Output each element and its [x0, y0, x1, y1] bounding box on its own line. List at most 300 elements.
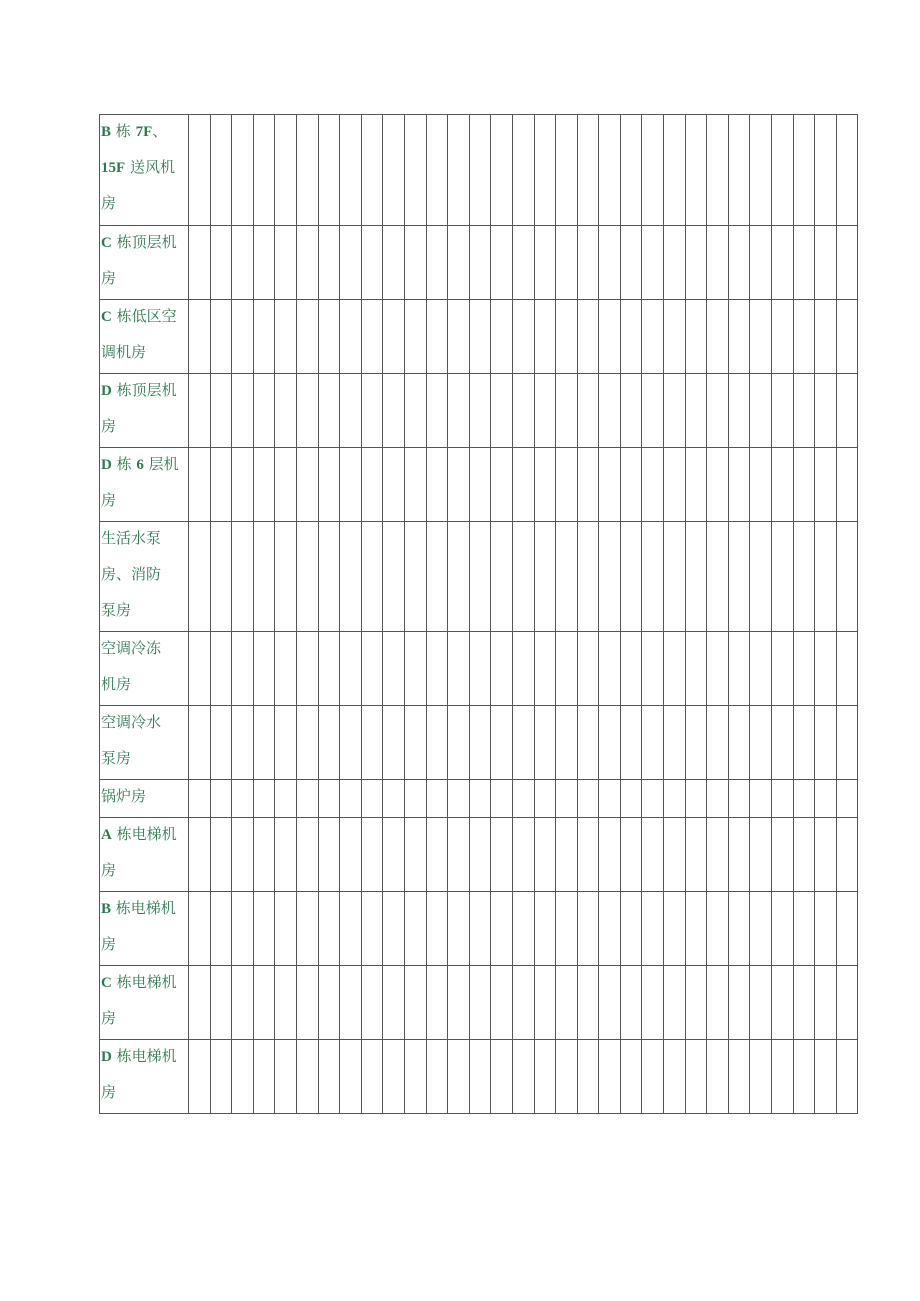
check-cell[interactable] [793, 892, 815, 966]
check-cell[interactable] [836, 780, 858, 818]
check-cell[interactable] [361, 374, 383, 448]
check-cell[interactable] [836, 448, 858, 522]
check-cell[interactable] [577, 374, 599, 448]
check-cell[interactable] [707, 115, 729, 226]
check-cell[interactable] [189, 706, 211, 780]
check-cell[interactable] [232, 892, 254, 966]
check-cell[interactable] [642, 632, 664, 706]
check-cell[interactable] [707, 632, 729, 706]
check-cell[interactable] [556, 374, 578, 448]
check-cell[interactable] [577, 300, 599, 374]
check-cell[interactable] [512, 892, 534, 966]
check-cell[interactable] [253, 374, 275, 448]
check-cell[interactable] [642, 966, 664, 1040]
check-cell[interactable] [210, 374, 232, 448]
check-cell[interactable] [189, 300, 211, 374]
check-cell[interactable] [383, 374, 405, 448]
check-cell[interactable] [599, 300, 621, 374]
check-cell[interactable] [318, 706, 340, 780]
check-cell[interactable] [836, 706, 858, 780]
check-cell[interactable] [318, 1040, 340, 1114]
check-cell[interactable] [340, 1040, 362, 1114]
check-cell[interactable] [404, 448, 426, 522]
check-cell[interactable] [296, 706, 318, 780]
check-cell[interactable] [491, 1040, 513, 1114]
check-cell[interactable] [275, 448, 297, 522]
check-cell[interactable] [815, 892, 837, 966]
check-cell[interactable] [491, 448, 513, 522]
check-cell[interactable] [340, 966, 362, 1040]
check-cell[interactable] [210, 226, 232, 300]
check-cell[interactable] [404, 300, 426, 374]
check-cell[interactable] [318, 780, 340, 818]
check-cell[interactable] [448, 780, 470, 818]
check-cell[interactable] [383, 632, 405, 706]
check-cell[interactable] [707, 226, 729, 300]
check-cell[interactable] [404, 522, 426, 632]
check-cell[interactable] [210, 115, 232, 226]
check-cell[interactable] [707, 706, 729, 780]
check-cell[interactable] [383, 966, 405, 1040]
check-cell[interactable] [728, 448, 750, 522]
check-cell[interactable] [426, 226, 448, 300]
check-cell[interactable] [577, 632, 599, 706]
check-cell[interactable] [232, 632, 254, 706]
check-cell[interactable] [361, 818, 383, 892]
check-cell[interactable] [469, 374, 491, 448]
check-cell[interactable] [664, 1040, 686, 1114]
check-cell[interactable] [318, 115, 340, 226]
check-cell[interactable] [383, 780, 405, 818]
check-cell[interactable] [340, 300, 362, 374]
check-cell[interactable] [383, 892, 405, 966]
check-cell[interactable] [189, 1040, 211, 1114]
check-cell[interactable] [599, 818, 621, 892]
check-cell[interactable] [620, 892, 642, 966]
check-cell[interactable] [340, 522, 362, 632]
check-cell[interactable] [556, 780, 578, 818]
check-cell[interactable] [361, 1040, 383, 1114]
check-cell[interactable] [426, 115, 448, 226]
check-cell[interactable] [772, 632, 794, 706]
check-cell[interactable] [469, 115, 491, 226]
check-cell[interactable] [361, 226, 383, 300]
check-cell[interactable] [815, 780, 837, 818]
check-cell[interactable] [577, 892, 599, 966]
check-cell[interactable] [512, 966, 534, 1040]
check-cell[interactable] [404, 632, 426, 706]
check-cell[interactable] [750, 818, 772, 892]
check-cell[interactable] [469, 300, 491, 374]
check-cell[interactable] [534, 780, 556, 818]
check-cell[interactable] [685, 706, 707, 780]
check-cell[interactable] [772, 706, 794, 780]
check-cell[interactable] [232, 522, 254, 632]
check-cell[interactable] [772, 1040, 794, 1114]
check-cell[interactable] [599, 780, 621, 818]
check-cell[interactable] [836, 892, 858, 966]
check-cell[interactable] [534, 892, 556, 966]
check-cell[interactable] [556, 966, 578, 1040]
check-cell[interactable] [253, 780, 275, 818]
check-cell[interactable] [426, 632, 448, 706]
check-cell[interactable] [448, 818, 470, 892]
check-cell[interactable] [448, 706, 470, 780]
check-cell[interactable] [815, 966, 837, 1040]
check-cell[interactable] [318, 892, 340, 966]
check-cell[interactable] [491, 300, 513, 374]
check-cell[interactable] [685, 522, 707, 632]
check-cell[interactable] [599, 226, 621, 300]
check-cell[interactable] [448, 522, 470, 632]
check-cell[interactable] [577, 818, 599, 892]
check-cell[interactable] [189, 632, 211, 706]
check-cell[interactable] [491, 632, 513, 706]
check-cell[interactable] [296, 892, 318, 966]
check-cell[interactable] [404, 966, 426, 1040]
check-cell[interactable] [448, 115, 470, 226]
check-cell[interactable] [512, 115, 534, 226]
check-cell[interactable] [404, 374, 426, 448]
check-cell[interactable] [491, 115, 513, 226]
check-cell[interactable] [577, 115, 599, 226]
check-cell[interactable] [210, 522, 232, 632]
check-cell[interactable] [620, 818, 642, 892]
check-cell[interactable] [664, 448, 686, 522]
check-cell[interactable] [275, 115, 297, 226]
check-cell[interactable] [383, 818, 405, 892]
check-cell[interactable] [383, 706, 405, 780]
check-cell[interactable] [404, 1040, 426, 1114]
check-cell[interactable] [275, 1040, 297, 1114]
check-cell[interactable] [620, 706, 642, 780]
check-cell[interactable] [340, 780, 362, 818]
check-cell[interactable] [620, 1040, 642, 1114]
check-cell[interactable] [189, 522, 211, 632]
check-cell[interactable] [383, 300, 405, 374]
check-cell[interactable] [664, 300, 686, 374]
check-cell[interactable] [383, 226, 405, 300]
check-cell[interactable] [599, 448, 621, 522]
check-cell[interactable] [750, 780, 772, 818]
check-cell[interactable] [836, 632, 858, 706]
check-cell[interactable] [275, 892, 297, 966]
check-cell[interactable] [232, 448, 254, 522]
check-cell[interactable] [426, 818, 448, 892]
check-cell[interactable] [189, 374, 211, 448]
check-cell[interactable] [750, 966, 772, 1040]
check-cell[interactable] [232, 1040, 254, 1114]
check-cell[interactable] [232, 226, 254, 300]
check-cell[interactable] [512, 632, 534, 706]
check-cell[interactable] [750, 226, 772, 300]
check-cell[interactable] [210, 300, 232, 374]
check-cell[interactable] [685, 448, 707, 522]
check-cell[interactable] [772, 522, 794, 632]
check-cell[interactable] [620, 115, 642, 226]
check-cell[interactable] [815, 300, 837, 374]
check-cell[interactable] [620, 780, 642, 818]
check-cell[interactable] [772, 374, 794, 448]
check-cell[interactable] [210, 818, 232, 892]
check-cell[interactable] [707, 966, 729, 1040]
check-cell[interactable] [232, 818, 254, 892]
check-cell[interactable] [232, 300, 254, 374]
check-cell[interactable] [512, 374, 534, 448]
check-cell[interactable] [404, 780, 426, 818]
check-cell[interactable] [620, 522, 642, 632]
check-cell[interactable] [210, 632, 232, 706]
check-cell[interactable] [253, 966, 275, 1040]
check-cell[interactable] [491, 780, 513, 818]
check-cell[interactable] [296, 226, 318, 300]
check-cell[interactable] [793, 300, 815, 374]
check-cell[interactable] [707, 1040, 729, 1114]
check-cell[interactable] [534, 522, 556, 632]
check-cell[interactable] [426, 448, 448, 522]
check-cell[interactable] [512, 706, 534, 780]
check-cell[interactable] [620, 226, 642, 300]
check-cell[interactable] [728, 226, 750, 300]
check-cell[interactable] [793, 966, 815, 1040]
check-cell[interactable] [469, 448, 491, 522]
check-cell[interactable] [728, 115, 750, 226]
check-cell[interactable] [793, 706, 815, 780]
check-cell[interactable] [750, 706, 772, 780]
check-cell[interactable] [707, 780, 729, 818]
check-cell[interactable] [685, 115, 707, 226]
check-cell[interactable] [426, 892, 448, 966]
check-cell[interactable] [512, 780, 534, 818]
check-cell[interactable] [253, 706, 275, 780]
check-cell[interactable] [685, 374, 707, 448]
check-cell[interactable] [253, 226, 275, 300]
check-cell[interactable] [599, 892, 621, 966]
check-cell[interactable] [642, 706, 664, 780]
check-cell[interactable] [275, 632, 297, 706]
check-cell[interactable] [189, 448, 211, 522]
check-cell[interactable] [836, 522, 858, 632]
check-cell[interactable] [534, 300, 556, 374]
check-cell[interactable] [577, 706, 599, 780]
check-cell[interactable] [534, 818, 556, 892]
check-cell[interactable] [448, 1040, 470, 1114]
check-cell[interactable] [361, 892, 383, 966]
check-cell[interactable] [210, 706, 232, 780]
check-cell[interactable] [491, 966, 513, 1040]
check-cell[interactable] [534, 448, 556, 522]
check-cell[interactable] [793, 522, 815, 632]
check-cell[interactable] [793, 115, 815, 226]
check-cell[interactable] [491, 522, 513, 632]
check-cell[interactable] [448, 226, 470, 300]
check-cell[interactable] [556, 522, 578, 632]
check-cell[interactable] [318, 522, 340, 632]
check-cell[interactable] [556, 115, 578, 226]
check-cell[interactable] [491, 818, 513, 892]
check-cell[interactable] [642, 448, 664, 522]
check-cell[interactable] [685, 632, 707, 706]
check-cell[interactable] [253, 115, 275, 226]
check-cell[interactable] [318, 448, 340, 522]
check-cell[interactable] [620, 632, 642, 706]
check-cell[interactable] [253, 522, 275, 632]
check-cell[interactable] [793, 374, 815, 448]
check-cell[interactable] [793, 632, 815, 706]
check-cell[interactable] [685, 780, 707, 818]
check-cell[interactable] [296, 115, 318, 226]
check-cell[interactable] [815, 448, 837, 522]
check-cell[interactable] [815, 1040, 837, 1114]
check-cell[interactable] [340, 892, 362, 966]
check-cell[interactable] [556, 226, 578, 300]
check-cell[interactable] [361, 448, 383, 522]
check-cell[interactable] [318, 966, 340, 1040]
check-cell[interactable] [728, 1040, 750, 1114]
check-cell[interactable] [664, 522, 686, 632]
check-cell[interactable] [685, 1040, 707, 1114]
check-cell[interactable] [664, 226, 686, 300]
check-cell[interactable] [512, 1040, 534, 1114]
check-cell[interactable] [534, 374, 556, 448]
check-cell[interactable] [318, 818, 340, 892]
check-cell[interactable] [491, 374, 513, 448]
check-cell[interactable] [728, 966, 750, 1040]
check-cell[interactable] [556, 1040, 578, 1114]
check-cell[interactable] [340, 706, 362, 780]
check-cell[interactable] [512, 818, 534, 892]
check-cell[interactable] [253, 300, 275, 374]
check-cell[interactable] [664, 780, 686, 818]
check-cell[interactable] [469, 632, 491, 706]
check-cell[interactable] [210, 892, 232, 966]
check-cell[interactable] [750, 374, 772, 448]
check-cell[interactable] [361, 780, 383, 818]
check-cell[interactable] [253, 1040, 275, 1114]
check-cell[interactable] [383, 115, 405, 226]
check-cell[interactable] [512, 226, 534, 300]
check-cell[interactable] [836, 966, 858, 1040]
check-cell[interactable] [728, 892, 750, 966]
check-cell[interactable] [556, 300, 578, 374]
check-cell[interactable] [750, 1040, 772, 1114]
check-cell[interactable] [642, 374, 664, 448]
check-cell[interactable] [340, 818, 362, 892]
check-cell[interactable] [620, 448, 642, 522]
check-cell[interactable] [642, 892, 664, 966]
check-cell[interactable] [728, 632, 750, 706]
check-cell[interactable] [253, 448, 275, 522]
check-cell[interactable] [815, 115, 837, 226]
check-cell[interactable] [599, 374, 621, 448]
check-cell[interactable] [534, 115, 556, 226]
check-cell[interactable] [275, 818, 297, 892]
check-cell[interactable] [620, 966, 642, 1040]
check-cell[interactable] [383, 448, 405, 522]
check-cell[interactable] [599, 706, 621, 780]
check-cell[interactable] [836, 374, 858, 448]
check-cell[interactable] [707, 522, 729, 632]
check-cell[interactable] [642, 226, 664, 300]
check-cell[interactable] [815, 374, 837, 448]
check-cell[interactable] [534, 966, 556, 1040]
check-cell[interactable] [815, 226, 837, 300]
check-cell[interactable] [189, 818, 211, 892]
check-cell[interactable] [253, 818, 275, 892]
check-cell[interactable] [793, 1040, 815, 1114]
check-cell[interactable] [296, 632, 318, 706]
check-cell[interactable] [448, 374, 470, 448]
check-cell[interactable] [772, 780, 794, 818]
check-cell[interactable] [750, 632, 772, 706]
check-cell[interactable] [210, 966, 232, 1040]
check-cell[interactable] [361, 632, 383, 706]
check-cell[interactable] [296, 522, 318, 632]
check-cell[interactable] [685, 966, 707, 1040]
check-cell[interactable] [210, 780, 232, 818]
check-cell[interactable] [404, 226, 426, 300]
check-cell[interactable] [836, 1040, 858, 1114]
check-cell[interactable] [642, 300, 664, 374]
check-cell[interactable] [232, 780, 254, 818]
check-cell[interactable] [275, 706, 297, 780]
check-cell[interactable] [340, 448, 362, 522]
check-cell[interactable] [361, 115, 383, 226]
check-cell[interactable] [577, 1040, 599, 1114]
check-cell[interactable] [232, 374, 254, 448]
check-cell[interactable] [599, 1040, 621, 1114]
check-cell[interactable] [599, 522, 621, 632]
check-cell[interactable] [189, 226, 211, 300]
check-cell[interactable] [361, 522, 383, 632]
check-cell[interactable] [318, 300, 340, 374]
check-cell[interactable] [340, 632, 362, 706]
check-cell[interactable] [793, 448, 815, 522]
check-cell[interactable] [275, 780, 297, 818]
check-cell[interactable] [793, 780, 815, 818]
check-cell[interactable] [534, 226, 556, 300]
check-cell[interactable] [189, 115, 211, 226]
check-cell[interactable] [728, 522, 750, 632]
check-cell[interactable] [361, 300, 383, 374]
check-cell[interactable] [296, 966, 318, 1040]
check-cell[interactable] [534, 632, 556, 706]
check-cell[interactable] [361, 706, 383, 780]
check-cell[interactable] [426, 780, 448, 818]
check-cell[interactable] [469, 966, 491, 1040]
check-cell[interactable] [556, 632, 578, 706]
check-cell[interactable] [296, 448, 318, 522]
check-cell[interactable] [340, 226, 362, 300]
check-cell[interactable] [469, 522, 491, 632]
check-cell[interactable] [469, 818, 491, 892]
check-cell[interactable] [469, 706, 491, 780]
check-cell[interactable] [642, 115, 664, 226]
check-cell[interactable] [772, 115, 794, 226]
check-cell[interactable] [664, 818, 686, 892]
check-cell[interactable] [232, 966, 254, 1040]
check-cell[interactable] [599, 115, 621, 226]
check-cell[interactable] [836, 115, 858, 226]
check-cell[interactable] [491, 892, 513, 966]
check-cell[interactable] [772, 892, 794, 966]
check-cell[interactable] [383, 1040, 405, 1114]
check-cell[interactable] [318, 226, 340, 300]
check-cell[interactable] [685, 892, 707, 966]
check-cell[interactable] [728, 300, 750, 374]
check-cell[interactable] [664, 374, 686, 448]
check-cell[interactable] [664, 115, 686, 226]
